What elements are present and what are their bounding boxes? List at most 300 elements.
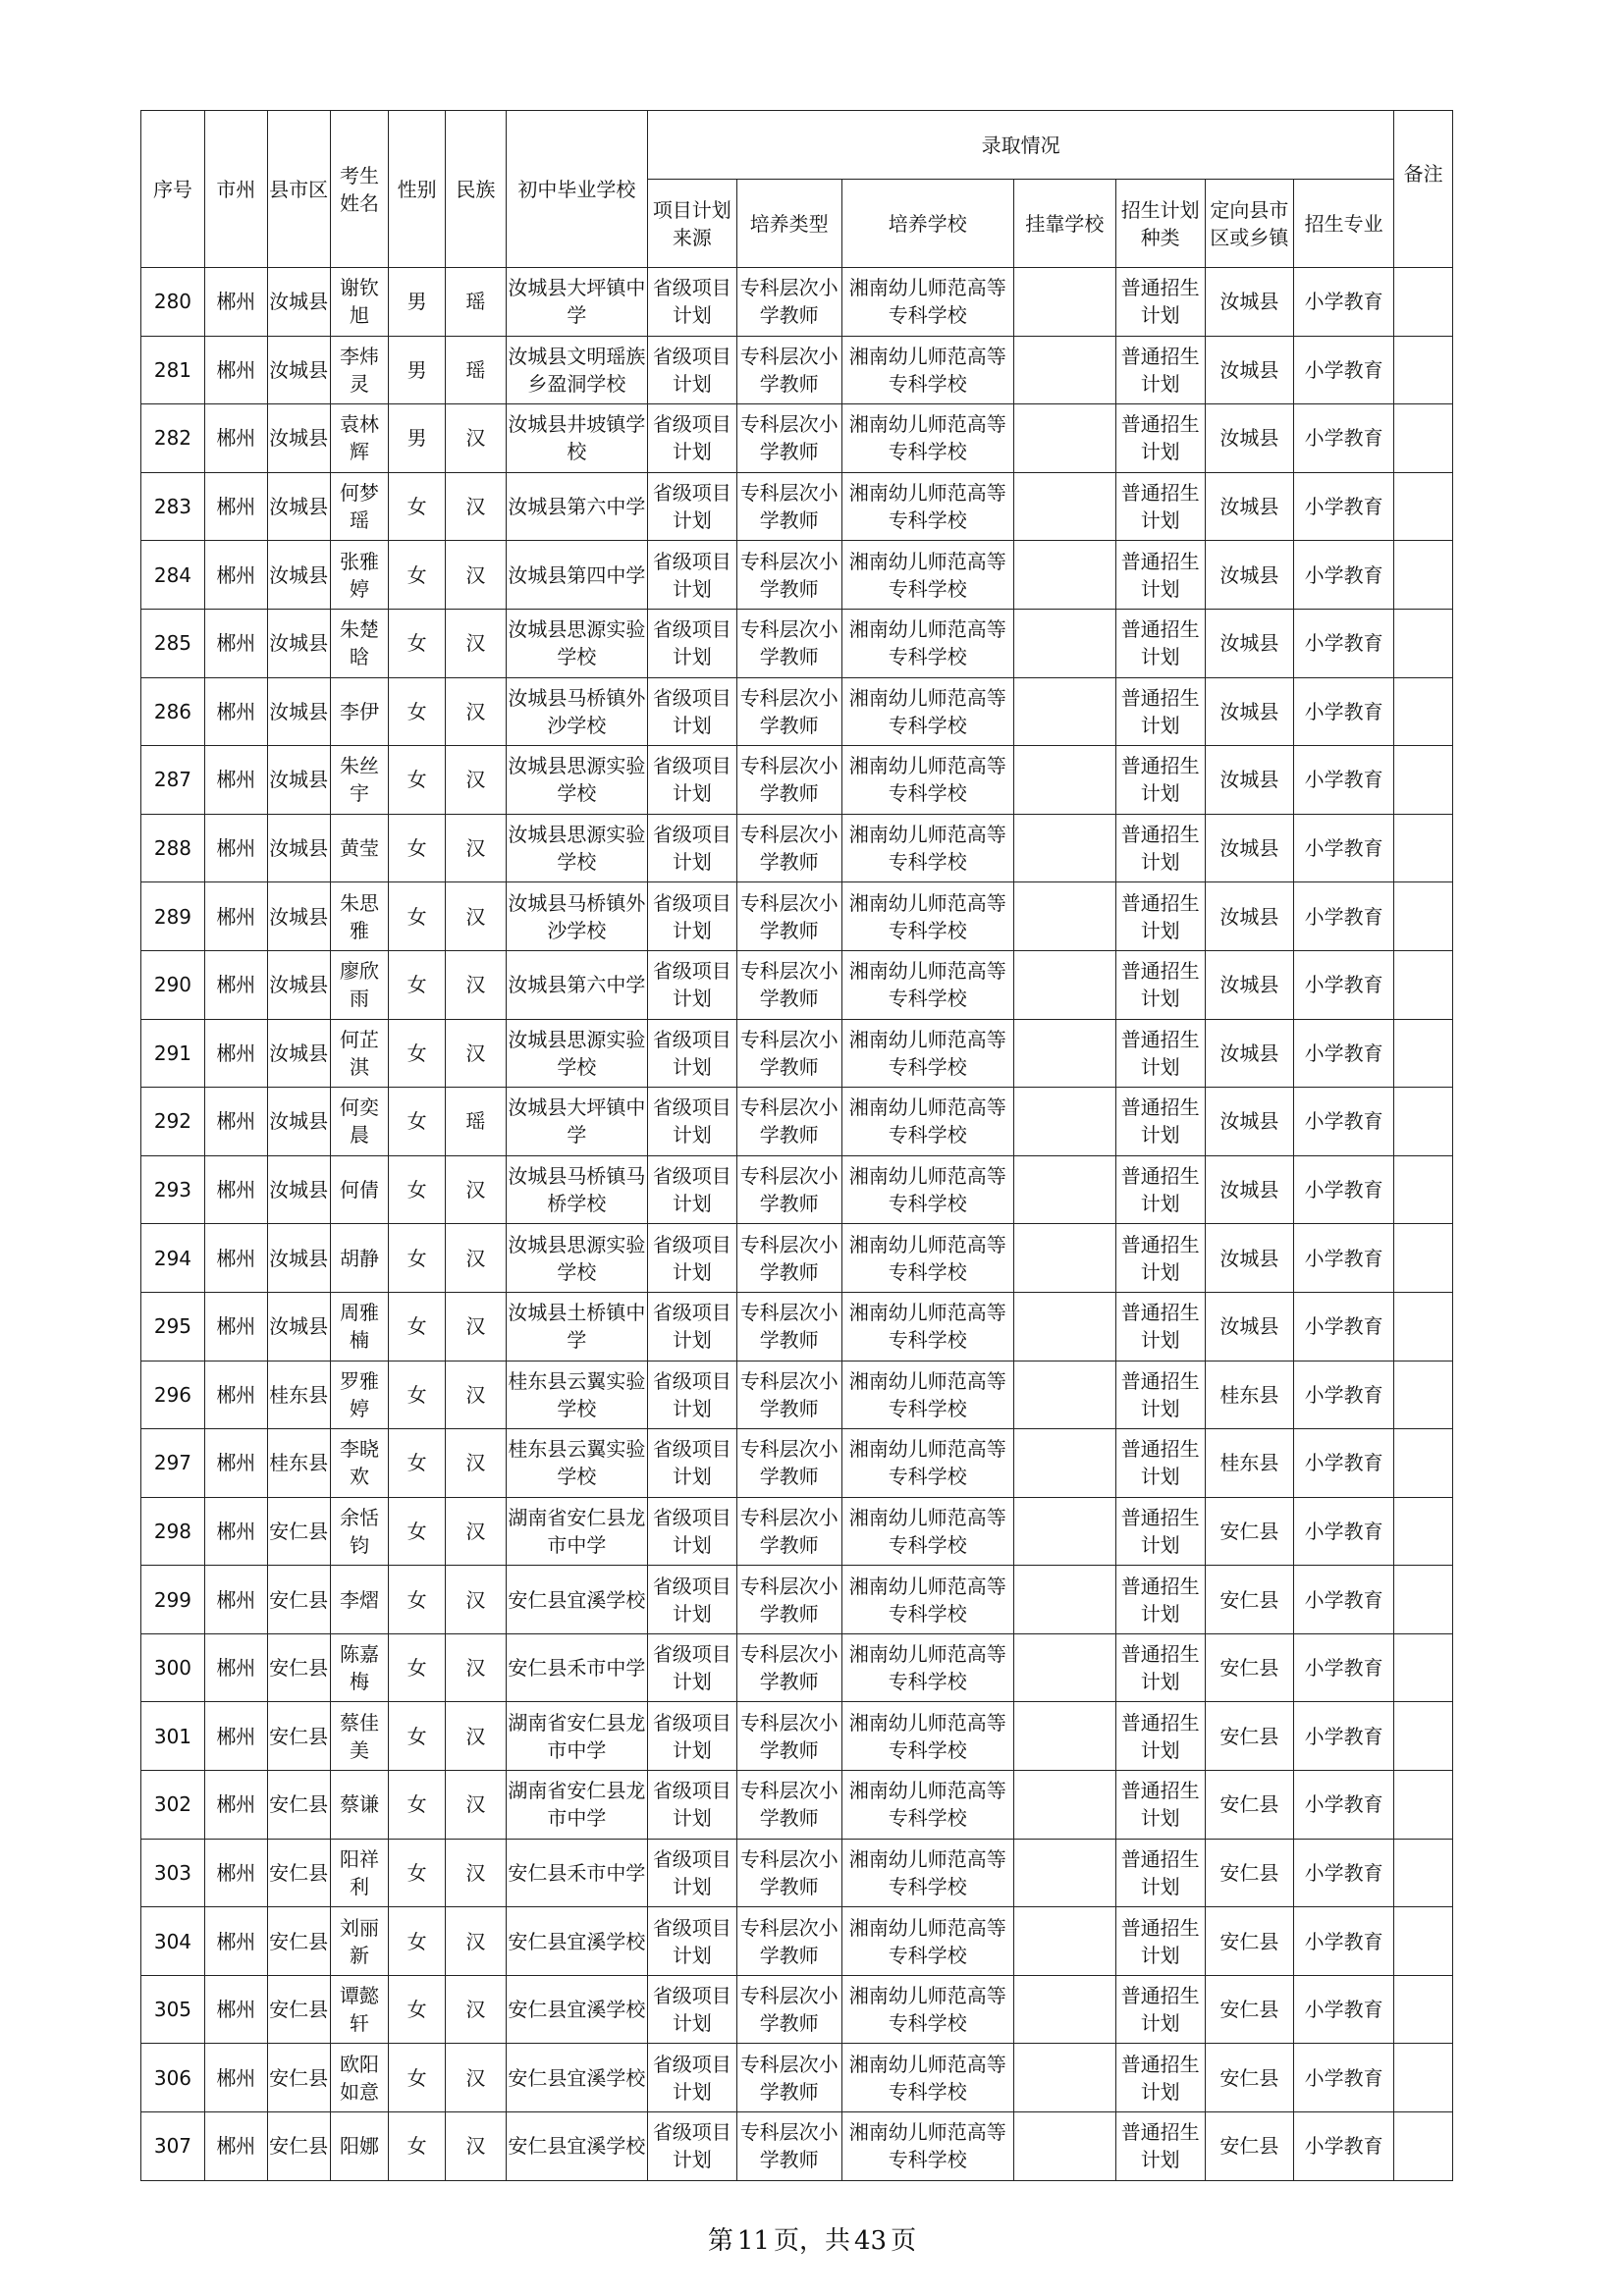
cell-name xyxy=(330,541,389,610)
cell-county xyxy=(267,1566,330,1634)
cell-plan-source xyxy=(648,1839,737,1907)
cell-train-school xyxy=(841,814,1013,882)
cell-plan-kind-text: 普通招生计划 xyxy=(1120,1164,1200,1216)
cell-name-text: 何芷淇 xyxy=(339,1027,379,1079)
cell-directed-area xyxy=(1205,1292,1294,1361)
cell-junior-school-text: 桂东县云翼实验学校 xyxy=(508,1437,646,1489)
cell-major-text: 小学教育 xyxy=(1304,495,1383,519)
cell-junior-school-text: 汝城县思源实验学校 xyxy=(508,823,646,875)
cell-remark xyxy=(1394,1224,1453,1293)
cell-no xyxy=(141,336,205,404)
cell-no xyxy=(141,1907,205,1976)
cell-plan-source-text: 省级项目计划 xyxy=(652,754,731,806)
table-row xyxy=(141,541,1453,610)
cell-city-text: 郴州 xyxy=(216,2134,256,2159)
cell-junior-school-text: 汝城县马桥镇外沙学校 xyxy=(508,890,646,942)
cell-city-text: 郴州 xyxy=(216,1178,256,1202)
cell-affiliated-school xyxy=(1013,1497,1115,1566)
cell-junior-school xyxy=(506,2112,647,2181)
cell-junior-school xyxy=(506,882,647,951)
cell-plan-kind xyxy=(1115,2112,1205,2181)
cell-no-text: 293 xyxy=(153,1178,192,1202)
cell-ethnicity-text: 汉 xyxy=(465,1519,486,1543)
cell-plan-kind xyxy=(1115,1566,1205,1634)
cell-plan-kind xyxy=(1115,472,1205,541)
cell-name-text: 阳娜 xyxy=(339,2134,379,2159)
cell-county xyxy=(267,1224,330,1293)
cell-train-type xyxy=(736,1292,841,1361)
cell-directed-area-text: 安仁县 xyxy=(1219,1792,1279,1817)
cell-name-text: 廖欣雨 xyxy=(339,959,379,1011)
cell-affiliated-school xyxy=(1013,336,1115,404)
cell-gender xyxy=(389,1702,446,1771)
cell-major xyxy=(1294,541,1394,610)
cell-city-text: 郴州 xyxy=(216,836,256,861)
cell-major-text: 小学教育 xyxy=(1304,1929,1383,1953)
cell-ethnicity xyxy=(446,1633,507,1702)
cell-ethnicity xyxy=(446,1361,507,1429)
cell-ethnicity-text: 汉 xyxy=(465,2134,486,2159)
cell-train-type xyxy=(736,677,841,746)
cell-major xyxy=(1294,1497,1394,1566)
cell-city-text: 郴州 xyxy=(216,699,256,723)
cell-train-school-text: 湘南幼儿师范高等专科学校 xyxy=(848,1779,1006,1831)
cell-major xyxy=(1294,1566,1394,1634)
cell-plan-source xyxy=(648,268,737,337)
cell-directed-area xyxy=(1205,2112,1294,2181)
cell-train-type xyxy=(736,1088,841,1156)
table-row xyxy=(141,1019,1453,1088)
footer-middle: 页，共 xyxy=(773,2226,850,2256)
cell-train-type xyxy=(736,2112,841,2181)
cell-train-type-text: 专科层次小学教师 xyxy=(739,344,839,396)
cell-plan-source xyxy=(648,1361,737,1429)
cell-train-school-text: 湘南幼儿师范高等专科学校 xyxy=(848,1505,1006,1557)
cell-plan-source-text: 省级项目计划 xyxy=(652,1984,731,2036)
cell-train-school xyxy=(841,1292,1013,1361)
table-row xyxy=(141,1088,1453,1156)
cell-county xyxy=(267,472,330,541)
cell-train-school xyxy=(841,1088,1013,1156)
cell-city-text: 郴州 xyxy=(216,1998,256,2022)
cell-ethnicity xyxy=(446,1566,507,1634)
cell-plan-source-text: 省级项目计划 xyxy=(652,1505,731,1557)
cell-city-text: 郴州 xyxy=(216,768,256,792)
table-row xyxy=(141,2112,1453,2181)
cell-name-text: 朱楚晗 xyxy=(339,617,379,669)
cell-gender xyxy=(389,1633,446,1702)
cell-plan-source-text: 省级项目计划 xyxy=(652,890,731,942)
cell-no xyxy=(141,1292,205,1361)
cell-county xyxy=(267,2044,330,2112)
cell-junior-school xyxy=(506,814,647,882)
cell-affiliated-school xyxy=(1013,1907,1115,1976)
cell-plan-source-text: 省级项目计划 xyxy=(652,481,731,533)
cell-train-type-text: 专科层次小学教师 xyxy=(739,1095,839,1148)
cell-major-text: 小学教育 xyxy=(1304,699,1383,723)
cell-train-school-text: 湘南幼儿师范高等专科学校 xyxy=(848,1027,1006,1079)
cell-ethnicity xyxy=(446,404,507,473)
cell-remark xyxy=(1394,404,1453,473)
cell-name xyxy=(330,746,389,815)
cell-gender xyxy=(389,814,446,882)
cell-no xyxy=(141,1975,205,2044)
cell-affiliated-school xyxy=(1013,814,1115,882)
cell-city-text: 郴州 xyxy=(216,631,256,656)
cell-ethnicity xyxy=(446,472,507,541)
cell-junior-school xyxy=(506,541,647,610)
cell-gender xyxy=(389,404,446,473)
cell-major xyxy=(1294,1907,1394,1976)
cell-name xyxy=(330,1771,389,1840)
cell-ethnicity-text: 汉 xyxy=(465,768,486,792)
cell-plan-source-text: 省级项目计划 xyxy=(652,617,731,669)
cell-train-type xyxy=(736,1839,841,1907)
cell-junior-school-text: 汝城县第六中学 xyxy=(508,495,646,519)
cell-plan-kind xyxy=(1115,677,1205,746)
cell-plan-kind xyxy=(1115,1292,1205,1361)
cell-plan-source xyxy=(648,1975,737,2044)
cell-plan-kind xyxy=(1115,609,1205,677)
cell-affiliated-school xyxy=(1013,404,1115,473)
cell-no xyxy=(141,1429,205,1498)
cell-directed-area-text: 安仁县 xyxy=(1219,1998,1279,2022)
cell-no xyxy=(141,814,205,882)
cell-plan-kind-text: 普通招生计划 xyxy=(1120,959,1200,1011)
cell-name-text: 朱丝宇 xyxy=(339,754,379,806)
cell-directed-area-text: 汝城县 xyxy=(1219,973,1279,997)
cell-directed-area xyxy=(1205,2044,1294,2112)
cell-city xyxy=(204,268,267,337)
cell-county xyxy=(267,1907,330,1976)
cell-ethnicity-text: 汉 xyxy=(465,1724,486,1748)
cell-remark xyxy=(1394,541,1453,610)
cell-name xyxy=(330,2112,389,2181)
cell-county-text: 桂东县 xyxy=(269,1382,329,1407)
cell-train-school xyxy=(841,1633,1013,1702)
cell-plan-kind xyxy=(1115,404,1205,473)
cell-county xyxy=(267,950,330,1019)
cell-major-text: 小学教育 xyxy=(1304,1860,1383,1885)
cell-train-type-text: 专科层次小学教师 xyxy=(739,754,839,806)
cell-plan-source-text: 省级项目计划 xyxy=(652,1232,731,1284)
cell-major-text: 小学教育 xyxy=(1304,2065,1383,2090)
cell-name xyxy=(330,1292,389,1361)
cell-plan-source-text: 省级项目计划 xyxy=(652,1095,731,1148)
cell-county xyxy=(267,541,330,610)
table-row xyxy=(141,814,1453,882)
cell-plan-source xyxy=(648,1224,737,1293)
cell-major-text: 小学教育 xyxy=(1304,1041,1383,1065)
cell-county xyxy=(267,404,330,473)
cell-city xyxy=(204,1429,267,1498)
cell-city xyxy=(204,1839,267,1907)
cell-city xyxy=(204,336,267,404)
cell-ethnicity xyxy=(446,1224,507,1293)
table-row xyxy=(141,882,1453,951)
cell-train-school-text: 湘南幼儿师范高等专科学校 xyxy=(848,617,1006,669)
cell-name xyxy=(330,677,389,746)
cell-plan-source xyxy=(648,814,737,882)
cell-name-text: 刘丽新 xyxy=(339,1915,379,1967)
cell-ethnicity-text: 汉 xyxy=(465,2065,486,2090)
cell-no-text: 290 xyxy=(153,973,192,997)
header-directed-area: 定向县市区或乡镇 xyxy=(1205,180,1294,268)
cell-county-text: 汝城县 xyxy=(269,290,329,314)
cell-plan-kind xyxy=(1115,1771,1205,1840)
cell-junior-school xyxy=(506,1497,647,1566)
cell-gender xyxy=(389,541,446,610)
cell-plan-kind xyxy=(1115,541,1205,610)
cell-major xyxy=(1294,814,1394,882)
cell-county xyxy=(267,2112,330,2181)
cell-county xyxy=(267,1429,330,1498)
cell-plan-source-text: 省级项目计划 xyxy=(652,1779,731,1831)
cell-name xyxy=(330,336,389,404)
cell-gender xyxy=(389,1088,446,1156)
cell-remark xyxy=(1394,1429,1453,1498)
cell-name-text: 李伊 xyxy=(339,699,379,723)
cell-train-type xyxy=(736,1702,841,1771)
cell-train-school-text: 湘南幼儿师范高等专科学校 xyxy=(848,1164,1006,1216)
cell-plan-source xyxy=(648,1429,737,1498)
cell-gender-text: 女 xyxy=(406,1314,427,1339)
cell-name xyxy=(330,472,389,541)
cell-no xyxy=(141,609,205,677)
cell-city-text: 郴州 xyxy=(216,1860,256,1885)
cell-train-school-text: 湘南幼儿师范高等专科学校 xyxy=(848,754,1006,806)
cell-gender-text: 女 xyxy=(406,1246,427,1270)
header-admission: 录取情况 xyxy=(648,111,1394,180)
cell-county-text: 汝城县 xyxy=(269,1178,329,1202)
cell-gender xyxy=(389,950,446,1019)
cell-directed-area-text: 汝城县 xyxy=(1219,1178,1279,1202)
cell-major xyxy=(1294,677,1394,746)
cell-train-school xyxy=(841,950,1013,1019)
cell-train-school-text: 湘南幼儿师范高等专科学校 xyxy=(848,549,1006,601)
cell-directed-area-text: 汝城县 xyxy=(1219,1246,1279,1270)
cell-plan-kind-text: 普通招生计划 xyxy=(1120,1574,1200,1626)
cell-ethnicity xyxy=(446,541,507,610)
cell-train-school xyxy=(841,541,1013,610)
table-row xyxy=(141,950,1453,1019)
cell-junior-school xyxy=(506,1224,647,1293)
cell-plan-kind-text: 普通招生计划 xyxy=(1120,1915,1200,1967)
cell-plan-source xyxy=(648,1702,737,1771)
cell-plan-source xyxy=(648,404,737,473)
cell-no-text: 296 xyxy=(153,1382,192,1407)
cell-name-text: 李炜灵 xyxy=(339,344,379,396)
cell-remark xyxy=(1394,336,1453,404)
cell-no xyxy=(141,1224,205,1293)
cell-affiliated-school xyxy=(1013,1839,1115,1907)
cell-major xyxy=(1294,404,1394,473)
cell-train-school xyxy=(841,1429,1013,1498)
cell-plan-kind-text: 普通招生计划 xyxy=(1120,2120,1200,2172)
cell-plan-kind xyxy=(1115,268,1205,337)
cell-county xyxy=(267,746,330,815)
cell-name-text: 陈嘉梅 xyxy=(339,1642,379,1694)
cell-county-text: 安仁县 xyxy=(269,1519,329,1543)
cell-affiliated-school xyxy=(1013,1292,1115,1361)
cell-train-school xyxy=(841,336,1013,404)
cell-city-text: 郴州 xyxy=(216,290,256,314)
cell-affiliated-school xyxy=(1013,2044,1115,2112)
cell-train-type-text: 专科层次小学教师 xyxy=(739,1164,839,1216)
cell-major-text: 小学教育 xyxy=(1304,768,1383,792)
table-row xyxy=(141,268,1453,337)
cell-gender xyxy=(389,1907,446,1976)
cell-train-type xyxy=(736,1566,841,1634)
cell-directed-area xyxy=(1205,1019,1294,1088)
cell-plan-source-text: 省级项目计划 xyxy=(652,1915,731,1967)
cell-plan-source xyxy=(648,1907,737,1976)
cell-junior-school-text: 汝城县思源实验学校 xyxy=(508,617,646,669)
cell-junior-school xyxy=(506,609,647,677)
cell-junior-school-text: 汝城县大坪镇中学 xyxy=(508,1095,646,1148)
table-row xyxy=(141,472,1453,541)
cell-gender-text: 男 xyxy=(406,357,427,382)
cell-gender-text: 女 xyxy=(406,1178,427,1202)
cell-no-text: 305 xyxy=(153,1998,192,2022)
cell-gender-text: 女 xyxy=(406,1860,427,1885)
cell-plan-source xyxy=(648,677,737,746)
cell-gender-text: 女 xyxy=(406,768,427,792)
cell-train-school-text: 湘南幼儿师范高等专科学校 xyxy=(848,1915,1006,1967)
cell-ethnicity-text: 汉 xyxy=(465,973,486,997)
cell-plan-source xyxy=(648,1497,737,1566)
header-plan-kind: 招生计划种类 xyxy=(1115,180,1205,268)
cell-no-text: 306 xyxy=(153,2065,192,2090)
cell-remark xyxy=(1394,1975,1453,2044)
cell-plan-source-text: 省级项目计划 xyxy=(652,412,731,464)
cell-affiliated-school xyxy=(1013,1566,1115,1634)
cell-ethnicity xyxy=(446,1429,507,1498)
cell-junior-school-text: 汝城县马桥镇马桥学校 xyxy=(508,1164,646,1216)
cell-major xyxy=(1294,1633,1394,1702)
cell-plan-kind xyxy=(1115,1497,1205,1566)
cell-train-type xyxy=(736,336,841,404)
cell-ethnicity xyxy=(446,677,507,746)
cell-gender-text: 女 xyxy=(406,1382,427,1407)
cell-gender-text: 女 xyxy=(406,1519,427,1543)
cell-no xyxy=(141,1361,205,1429)
cell-major xyxy=(1294,1088,1394,1156)
cell-county-text: 汝城县 xyxy=(269,357,329,382)
cell-county-text: 安仁县 xyxy=(269,1860,329,1885)
cell-name-text: 朱思雅 xyxy=(339,890,379,942)
cell-directed-area xyxy=(1205,1566,1294,1634)
cell-county xyxy=(267,1839,330,1907)
cell-major-text: 小学教育 xyxy=(1304,1451,1383,1475)
cell-train-school xyxy=(841,1771,1013,1840)
cell-county xyxy=(267,1702,330,1771)
cell-city-text: 郴州 xyxy=(216,1656,256,1681)
cell-city-text: 郴州 xyxy=(216,1792,256,1817)
cell-city xyxy=(204,1019,267,1088)
cell-city xyxy=(204,1702,267,1771)
admission-table xyxy=(140,110,1453,2181)
cell-gender-text: 女 xyxy=(406,1656,427,1681)
cell-county xyxy=(267,1771,330,1840)
cell-directed-area-text: 安仁县 xyxy=(1219,1587,1279,1612)
cell-plan-source-text: 省级项目计划 xyxy=(652,1642,731,1694)
cell-plan-kind-text: 普通招生计划 xyxy=(1120,481,1200,533)
cell-major xyxy=(1294,1429,1394,1498)
cell-gender-text: 女 xyxy=(406,1792,427,1817)
cell-major-text: 小学教育 xyxy=(1304,836,1383,861)
cell-ethnicity-text: 汉 xyxy=(465,426,486,451)
cell-directed-area-text: 汝城县 xyxy=(1219,562,1279,587)
cell-junior-school xyxy=(506,1702,647,1771)
cell-gender-text: 女 xyxy=(406,1587,427,1612)
cell-county-text: 安仁县 xyxy=(269,1656,329,1681)
cell-directed-area xyxy=(1205,1224,1294,1293)
cell-train-school-text: 湘南幼儿师范高等专科学校 xyxy=(848,1710,1006,1762)
cell-no-text: 282 xyxy=(153,426,192,451)
cell-city-text: 郴州 xyxy=(216,1929,256,1953)
footer-suffix: 页 xyxy=(891,2226,917,2256)
table-row xyxy=(141,1566,1453,1634)
cell-plan-kind xyxy=(1115,1633,1205,1702)
cell-city xyxy=(204,677,267,746)
cell-train-school xyxy=(841,1839,1013,1907)
cell-name-text: 李晓欢 xyxy=(339,1437,379,1489)
cell-junior-school xyxy=(506,746,647,815)
cell-no-text: 302 xyxy=(153,1792,192,1817)
cell-county-text: 汝城县 xyxy=(269,973,329,997)
cell-train-type xyxy=(736,1155,841,1224)
cell-train-school-text: 湘南幼儿师范高等专科学校 xyxy=(848,685,1006,737)
cell-train-type-text: 专科层次小学教师 xyxy=(739,1779,839,1831)
cell-plan-source-text: 省级项目计划 xyxy=(652,1710,731,1762)
cell-city xyxy=(204,882,267,951)
cell-major-text: 小学教育 xyxy=(1304,1998,1383,2022)
cell-affiliated-school xyxy=(1013,882,1115,951)
cell-no-text: 283 xyxy=(153,495,192,519)
cell-gender-text: 女 xyxy=(406,495,427,519)
cell-remark xyxy=(1394,950,1453,1019)
cell-city-text: 郴州 xyxy=(216,1587,256,1612)
cell-gender-text: 女 xyxy=(406,1041,427,1065)
cell-no xyxy=(141,541,205,610)
cell-train-school xyxy=(841,1019,1013,1088)
cell-plan-kind-text: 普通招生计划 xyxy=(1120,685,1200,737)
table-row xyxy=(141,746,1453,815)
cell-directed-area xyxy=(1205,609,1294,677)
cell-train-school-text: 湘南幼儿师范高等专科学校 xyxy=(848,1095,1006,1148)
cell-directed-area-text: 汝城县 xyxy=(1219,904,1279,929)
table-row xyxy=(141,1907,1453,1976)
cell-train-school-text: 湘南幼儿师范高等专科学校 xyxy=(848,1437,1006,1489)
cell-plan-source-text: 省级项目计划 xyxy=(652,1301,731,1353)
cell-county-text: 安仁县 xyxy=(269,2134,329,2159)
cell-plan-source-text: 省级项目计划 xyxy=(652,959,731,1011)
cell-junior-school-text: 汝城县思源实验学校 xyxy=(508,754,646,806)
cell-county-text: 汝城县 xyxy=(269,1246,329,1270)
cell-plan-source-text: 省级项目计划 xyxy=(652,685,731,737)
cell-name xyxy=(330,1633,389,1702)
cell-ethnicity-text: 汉 xyxy=(465,1246,486,1270)
cell-directed-area xyxy=(1205,472,1294,541)
cell-name xyxy=(330,1429,389,1498)
cell-ethnicity xyxy=(446,1088,507,1156)
cell-ethnicity-text: 瑶 xyxy=(465,290,486,314)
cell-train-school xyxy=(841,1907,1013,1976)
cell-directed-area-text: 安仁县 xyxy=(1219,1929,1279,1953)
cell-plan-kind xyxy=(1115,2044,1205,2112)
cell-train-school-text: 湘南幼儿师范高等专科学校 xyxy=(848,1846,1006,1898)
